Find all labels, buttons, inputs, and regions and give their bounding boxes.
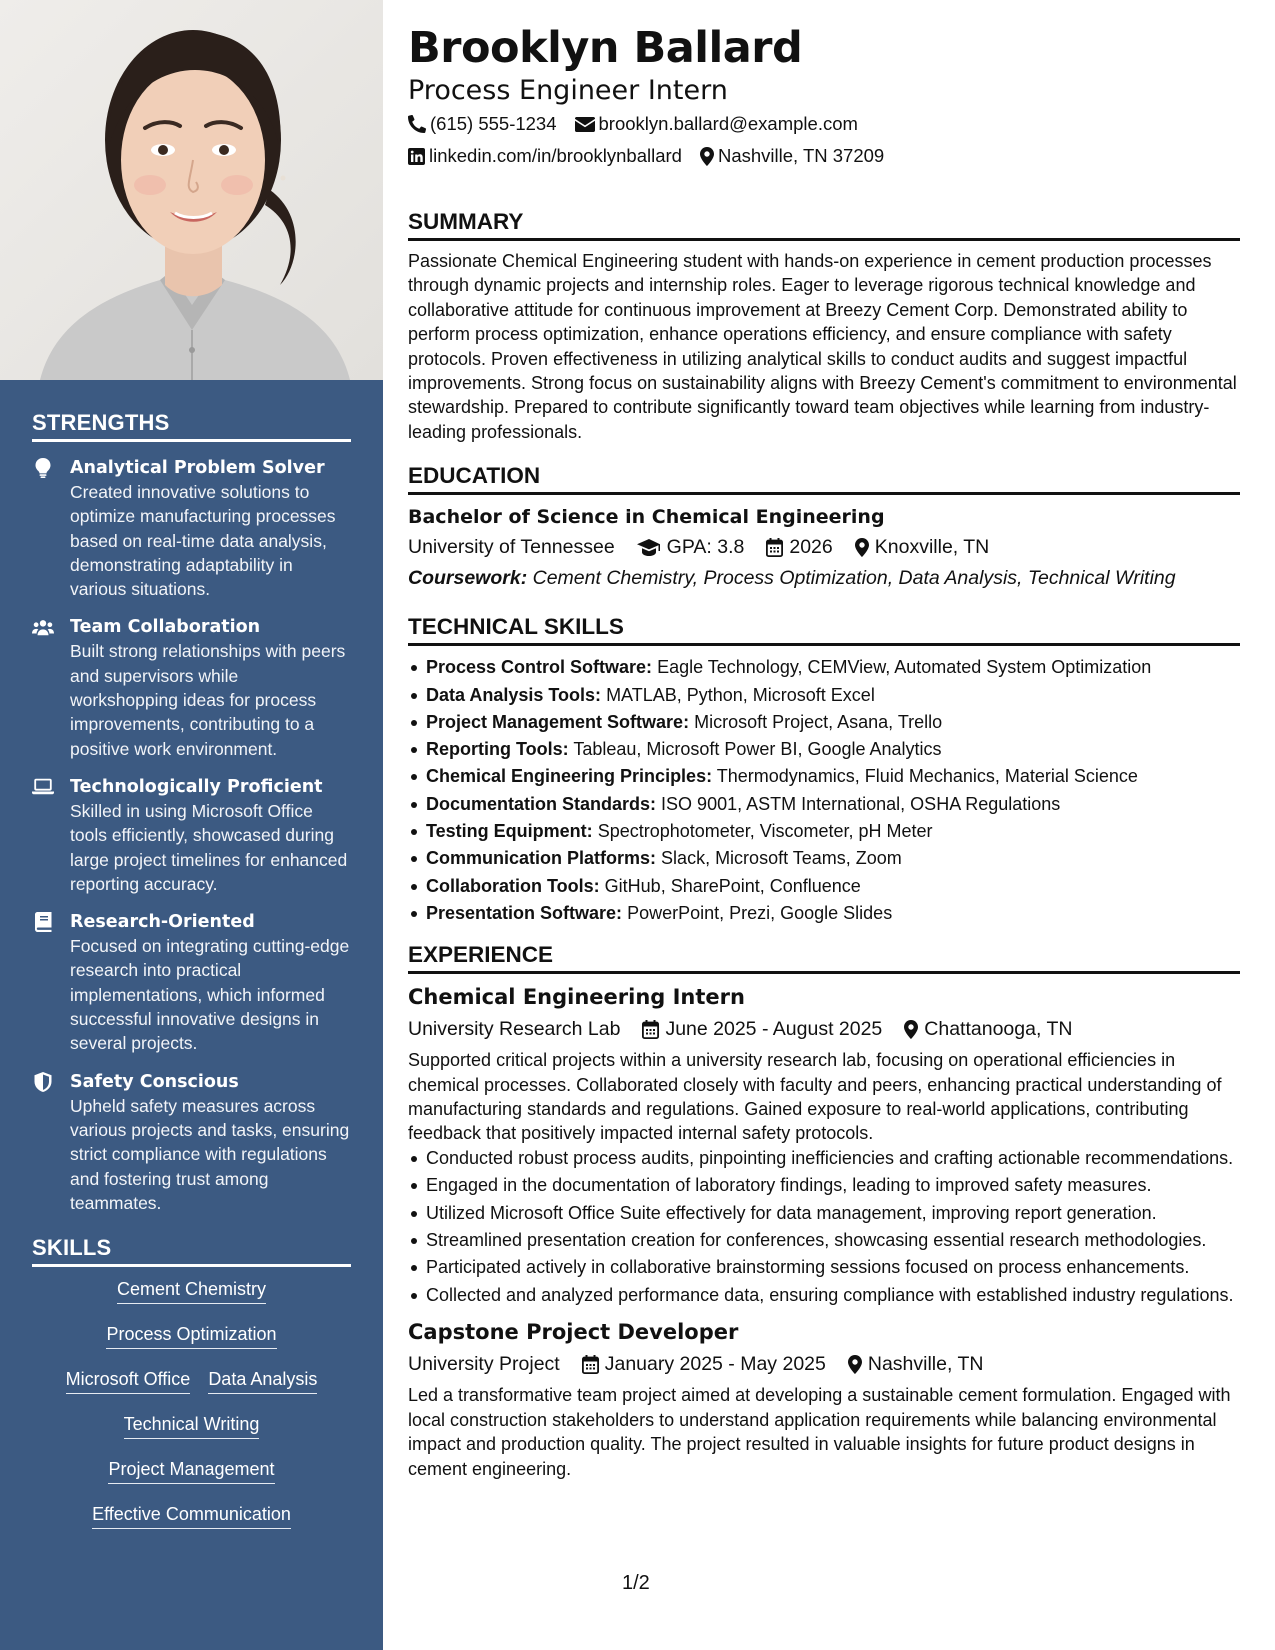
technical-skills-heading: TECHNICAL SKILLS [408, 613, 1240, 646]
candidate-name: Brooklyn Ballard [408, 23, 803, 73]
job-description: Supported critical projects within a university research lab, focusing on operational efficiencies in chemical processes. Collaborated closely with faculty and peers, enhancing practical understanding of manufacturing standards and regulations. Gained exposure to real-world applications, contributing feedback that positively impacted internal safety protocols. [408, 1050, 1222, 1144]
skill-tag: Project Management [108, 1457, 274, 1484]
calendar-icon [582, 1355, 599, 1374]
strength-desc: Skilled in using Microsoft Office tools efficiently, showcased during large project timelines for enhanced reporting accuracy. [70, 800, 348, 894]
list-item: Testing Equipment: Spectrophotometer, Viscometer, pH Meter [408, 818, 1240, 845]
school-location: Knoxville, TN [874, 536, 990, 559]
map-pin-icon [848, 1355, 862, 1374]
job-meta [408, 1347, 1240, 1381]
skill-tag: Technical Writing [124, 1412, 260, 1439]
list-item: Collaboration Tools: GitHub, SharePoint, Confluence [408, 873, 1240, 900]
job-org: University Project [408, 1353, 560, 1376]
email-text: brooklyn.ballard@example.com [598, 113, 858, 134]
list-item: Documentation Standards: ISO 9001, ASTM International, OSHA Regulations [408, 791, 1240, 818]
skill-tag: Microsoft Office [66, 1367, 191, 1394]
email-contact[interactable] [575, 108, 858, 140]
skill-tag: Process Optimization [106, 1322, 276, 1349]
page-number: 1/2 [622, 1572, 650, 1594]
location-text: Nashville, TN 37209 [717, 145, 885, 166]
linkedin-contact[interactable] [408, 140, 682, 172]
contact-row [408, 108, 1240, 140]
contact-row-2 [408, 140, 1240, 172]
job-dates: June 2025 - August 2025 [665, 1018, 883, 1041]
phone-contact[interactable] [408, 108, 557, 140]
job-location: Nashville, TN [867, 1353, 984, 1376]
users-icon [32, 616, 54, 638]
book-icon [32, 911, 54, 933]
sidebar-content [32, 410, 351, 1547]
job-location: Chattanooga, TN [924, 1018, 1073, 1041]
strength-title: Research-Oriented [70, 912, 255, 933]
strength-desc: Upheld safety measures across various projects and tasks, ensuring strict compliance with regulations and fostering trust among teammates. [70, 1095, 350, 1213]
job-meta [408, 1012, 1240, 1046]
skill-tag: Data Analysis [208, 1367, 317, 1394]
education-heading: EDUCATION [408, 462, 1240, 495]
skills-list [32, 1277, 351, 1547]
strength-title: Analytical Problem Solver [70, 458, 325, 478]
list-item: Presentation Software: PowerPoint, Prezi, Google Slides [408, 900, 1240, 927]
summary-heading: SUMMARY [408, 208, 1240, 241]
profile-photo [0, 0, 383, 380]
envelope-icon [575, 117, 595, 132]
list-item: Project Management Software: Microsoft Project, Asana, Trello [408, 709, 1240, 736]
skill-tag: Effective Communication [92, 1502, 291, 1529]
strength-item [32, 775, 351, 896]
strength-title: Safety Conscious [70, 1071, 239, 1092]
gpa-text: GPA: 3.8 [666, 536, 745, 559]
map-pin-icon [904, 1020, 918, 1039]
strength-title: Team Collaboration [70, 617, 261, 638]
location-contact [700, 140, 884, 172]
coursework-label: Coursework: [408, 567, 528, 590]
list-item: Utilized Microsoft Office Suite effectively for data management, improving report generation. [408, 1201, 1240, 1225]
job-role: Chemical Engineering Intern [408, 985, 745, 1010]
list-item: Engaged in the documentation of laboratory findings, leading to improved safety measures. [408, 1173, 1240, 1197]
laptop-icon [32, 776, 54, 798]
list-item: Communication Platforms: Slack, Microsoft Teams, Zoom [408, 845, 1240, 872]
strength-title: Technologically Proficient [70, 776, 323, 797]
phone-icon [408, 115, 426, 133]
list-item: Chemical Engineering Principles: Thermodynamics, Fluid Mechanics, Material Science [408, 763, 1240, 790]
list-item: Conducted robust process audits, pinpointing inefficiencies and crafting actionable recommendations. [408, 1146, 1240, 1170]
sidebar [0, 0, 383, 1650]
strength-item [32, 456, 351, 601]
coursework [408, 563, 1240, 593]
list-item: Data Analysis Tools: MATLAB, Python, Microsoft Excel [408, 682, 1240, 709]
coursework-list: Cement Chemistry, Process Optimization, Data Analysis, Technical Writing [532, 567, 1176, 590]
list-item: Streamlined presentation creation for conferences, showcasing essential research methodologies. [408, 1228, 1240, 1252]
job-title: Process Engineer Intern [408, 75, 728, 106]
education-meta [408, 531, 1240, 563]
list-item: Process Control Software: Eagle Technology, CEMView, Automated System Optimization [408, 654, 1240, 681]
map-pin-icon [855, 538, 869, 557]
list-item: Participated actively in collaborative brainstorming sessions focused on process enhancements. [408, 1255, 1240, 1279]
job-description: Led a transformative team project aimed at developing a sustainable cement formulation. Engaged with local construction stakeholders to understand application requirements while balancing environmental impact and production quality. The project resulted in valuable insights for future product designs in cement engineering. [408, 1385, 1231, 1479]
strength-desc: Focused on integrating cutting-edge research into practical implementations, which informed successful innovative designs in several projects. [70, 936, 350, 1054]
job-bullets [408, 1146, 1240, 1307]
strength-item [32, 615, 351, 760]
strength-desc: Built strong relationships with peers and supervisors while workshopping ideas for process improvements, contributing to a positive work environment. [70, 641, 346, 759]
degree-title: Bachelor of Science in Chemical Engineering [408, 506, 885, 529]
linkedin-icon [408, 148, 425, 165]
list-item: Reporting Tools: Tableau, Microsoft Power BI, Google Analytics [408, 736, 1240, 763]
technical-skills-list [408, 654, 1240, 927]
map-pin-icon [700, 147, 714, 166]
skill-tag: Cement Chemistry [117, 1277, 266, 1304]
calendar-icon [642, 1020, 659, 1039]
job-role: Capstone Project Developer [408, 1320, 739, 1345]
school-name: University of Tennessee [408, 536, 615, 559]
graduation-year: 2026 [789, 536, 833, 559]
linkedin-text: linkedin.com/in/brooklynballard [429, 145, 682, 166]
shield-icon [32, 1071, 54, 1093]
summary-text: Passionate Chemical Engineering student with hands-on experience in cement production processes through dynamic projects and internship roles. Eager to leverage rigorous technical knowledge and collaborative attitude for continuous improvement at Breezy Cement Corp. Demonstrated ability to perform process optimization, enhance operations efficiency, and ensure compliance with safety protocols. Proven effectiveness in utilizing analytical skills to conduct audits and suggest impactful improvements. Strong focus on sustainability aligns with Breezy Cement's commitment to environmental stewardship. Prepared to contribute significantly toward team objectives while learning from industry-leading professionals. [408, 251, 1237, 442]
strength-item [32, 910, 351, 1055]
job-org: University Research Lab [408, 1018, 621, 1041]
graduation-cap-icon [637, 539, 661, 556]
strengths-heading: STRENGTHS [32, 410, 351, 442]
job-dates: January 2025 - May 2025 [604, 1353, 826, 1376]
lightbulb-icon [32, 457, 54, 479]
strength-item [32, 1070, 351, 1215]
experience-heading: EXPERIENCE [408, 941, 1240, 974]
skills-heading: SKILLS [32, 1235, 351, 1267]
list-item: Collected and analyzed performance data, ensuring compliance with established industry regulations. [408, 1283, 1240, 1307]
phone-text: (615) 555-1234 [430, 113, 557, 134]
main-content [408, 22, 1240, 1481]
calendar-icon [766, 538, 783, 557]
strength-desc: Created innovative solutions to optimize manufacturing processes based on real-time data analysis, demonstrating adaptability in various situations. [70, 482, 336, 600]
